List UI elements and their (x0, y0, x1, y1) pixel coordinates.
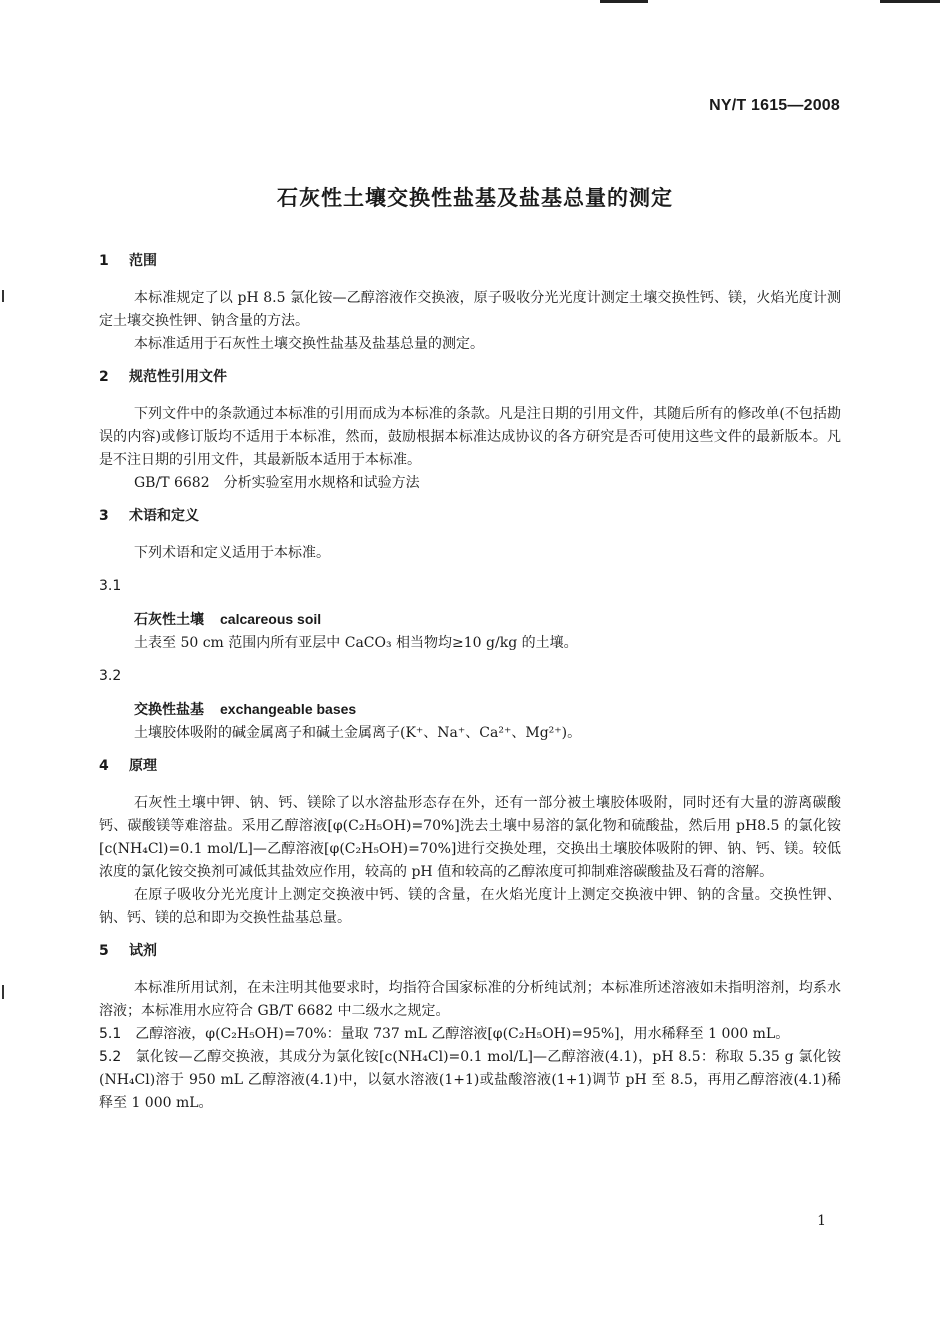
scan-mark (2, 985, 4, 999)
reagent-item: 5.1 乙醇溶液，φ(C₂H₅OH)=70%：量取 737 mL 乙醇溶液[φ(C₂H₅OH)=95%]，用水稀释至 1 000 mL。 (99, 1026, 790, 1042)
reagent-item: 5.2 氯化铵—乙醇交换液，其成分为氯化铵[c(NH₄Cl)=0.1 mol/L]—乙醇溶液(4.1)，pH 8.5：称取 5.35 g 氯化铵(NH₄Cl)溶于 950 mL 乙醇溶液(4.1)中，以氨水溶液(1+1)或盐酸溶液(1+1)调节 pH 至 8.5，再用乙醇溶液(4.1)稀释至 1 000 mL。 (99, 1049, 841, 1111)
document-body (99, 250, 841, 1115)
section-heading: 3 术语和定义 (99, 508, 199, 524)
term-number: 3.2 (99, 668, 122, 684)
paragraph: 下列文件中的条款通过本标准的引用而成为本标准的条款。凡是注日期的引用文件，其随后所有的修改单(不包括勘误的内容)或修订版均不适用于本标准，然而，鼓励根据本标准达成协议的各方研究是否可使用这些文件的最新版本。凡是不注日期的引用文件，其最新版本适用于本标准。 (99, 406, 841, 468)
reference-item: GB/T 6682 分析实验室用水规格和试验方法 (134, 475, 420, 491)
paragraph: 石灰性土壤中钾、钠、钙、镁除了以水溶盐形态存在外，还有一部分被土壤胶体吸附，同时还有大量的游离碳酸钙、碳酸镁等难溶盐。采用乙醇溶液[φ(C₂H₅OH)=70%]洗去土壤中易溶的氯化物和硫酸盐，然后用 pH8.5 的氯化铵[c(NH₄Cl)=0.1 mol/L]—乙醇溶液[φ(C₂H₅OH)=70%]进行交换处理，交换出土壤胶体吸附的钾、钠、钙、镁。较低浓度的氯化铵交换剂可减低其盐效应作用，较高的 pH 值和较高的乙醇浓度可抑制难溶碳酸盐及石膏的溶解。 (99, 795, 841, 880)
section-heading: 4 原理 (99, 758, 157, 774)
page-number: 1 (817, 1213, 826, 1229)
paragraph: 下列术语和定义适用于本标准。 (134, 545, 330, 561)
paragraph: 在原子吸收分光光度计上测定交换液中钙、镁的含量，在火焰光度计上测定交换液中钾、钠的含量。交换性钾、钠、钙、镁的总和即为交换性盐基总量。 (99, 887, 841, 926)
term-title: 交换性盐基 exchangeable bases (134, 701, 357, 718)
section-heading: 5 试剂 (99, 943, 157, 959)
term-title: 石灰性土壤 calcareous soil (134, 611, 322, 628)
standard-code: NY/T 1615—2008 (709, 97, 840, 114)
document-title: 石灰性土壤交换性盐基及盐基总量的测定 (277, 186, 673, 210)
paragraph: 本标准规定了以 pH 8.5 氯化铵—乙醇溶液作交换液，原子吸收分光光度计测定土壤交换性钙、镁，火焰光度计测定土壤交换性钾、钠含量的方法。 (99, 290, 841, 329)
term-definition: 土壤胶体吸附的碱金属离子和碱土金属离子(K⁺、Na⁺、Ca²⁺、Mg²⁺)。 (134, 725, 582, 741)
paragraph: 本标准所用试剂，在未注明其他要求时，均指符合国家标准的分析纯试剂；本标准所述溶液如未指明溶剂，均系水溶液；本标准用水应符合 GB/T 6682 中二级水之规定。 (99, 980, 841, 1019)
term-number: 3.1 (99, 578, 122, 594)
scan-mark (600, 0, 648, 3)
paragraph: 本标准适用于石灰性土壤交换性盐基及盐基总量的测定。 (134, 336, 484, 352)
section-heading: 2 规范性引用文件 (99, 369, 227, 385)
term-definition: 土表至 50 cm 范围内所有亚层中 CaCO₃ 相当物均≥10 g/kg 的土壤。 (134, 635, 578, 651)
section-heading: 1 范围 (99, 253, 157, 269)
scan-mark (880, 0, 940, 3)
scan-mark (2, 290, 4, 302)
